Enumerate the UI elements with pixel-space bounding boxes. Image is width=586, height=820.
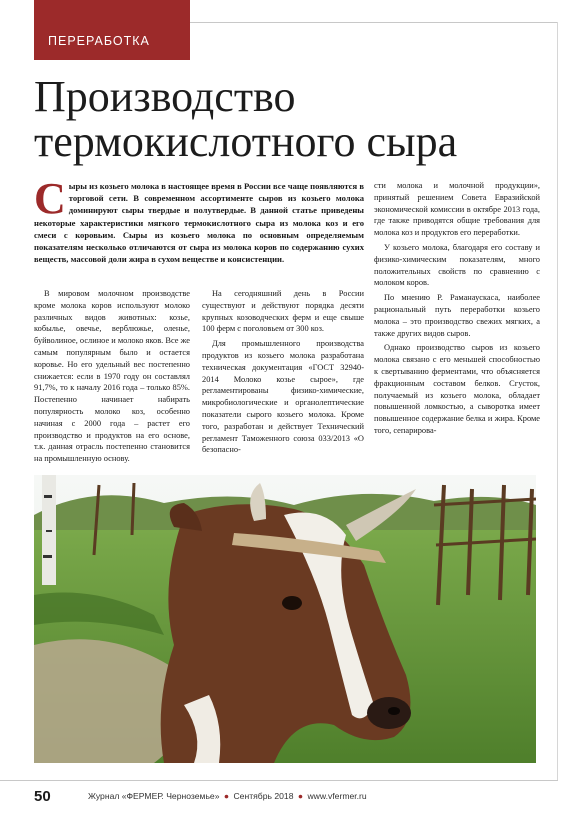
drop-cap: С <box>34 174 66 223</box>
page-number: 50 <box>34 788 51 805</box>
lead-text: ыры из козьего молока в настоящее время в России все чаще появляются в торговой сети. В современном ассортименте сыров из козьего молока доминируют сыры твердые и полутвердые. В данной статье приведены некоторые характеристики мягкого термокислотного сыра из молока коз и его смеси с коровьим. Сыры из козьего молока по основным определяемым показателям несколько отличаются от сыра из молока коров по содержанию сухих веществ, массовой доли жира в сухом веществе и консистенции. <box>34 181 364 265</box>
body-paragraph: У козьего молока, благодаря его составу и физико-химическим показателям, много положительных свойств по сравнению с молоком коров. <box>374 242 540 288</box>
bullet-separator: ● <box>297 791 304 801</box>
body-paragraph: На сегодняшний день в России существуют и действуют порядка десяти крупных козоводческих ферм и еще свыше 100 ферм с поголовьем от 300 коз. <box>202 289 364 334</box>
body-paragraph: По мнению Р. Раманаускаса, наиболее рациональный путь переработки козьего молока – это производство свежих мягких, а также других видов сыров. <box>374 293 540 338</box>
body-paragraph: Однако производство сыров из козьего молока связано с его меньшей способностью к свертыванию ферментами, что объясняется фракционным составом белков. Сгусток, получаемый из козьего молока, обладает повышенной ломкостью, а сыворотка имеет повышенное содержание белка и жира. Кроме того, сепарирова- <box>374 343 540 435</box>
cow-photo <box>34 475 536 763</box>
website-link[interactable]: www.vfermer.ru <box>307 791 367 801</box>
lead-paragraph <box>34 174 364 265</box>
body-paragraph: Для промышленного производства продуктов из козьего молока разработана техническая документация «ГОСТ 32940-2014 Молоко козье сырое», где регламентированы физико-химические, микробиологические и органолептические показатели сырого козьего молока. Кроме того, разработан и действует Технический регламент Таможенного союза 033/2013 «О безопасно- <box>202 339 364 455</box>
text-column-3 <box>374 180 540 440</box>
footer-line <box>88 791 367 801</box>
footer-rule <box>0 780 558 781</box>
body-paragraph: В мировом молочном производстве кроме молока коров используют молоко различных видов животных: козье, кобылье, овечье, верблюжье, оленье, буйволиное, ослиное и молоко яков. Все же самым популярным было и остается коровье. Но его удельный вес постепенно снижается: если в 1970 году он составлял 91,7%, то к началу 2016 года – только 85%. Постепенно начинает набирать популярность молоко коз, особенно начиная с 2000 года – растет его производство и продуктов на его основе, т.к. данная отрасль постепенно становится на промышленную основу. <box>34 289 190 464</box>
cow <box>161 483 416 763</box>
journal-name: Журнал «ФЕРМЕР. Черноземье» <box>88 791 220 801</box>
article-title: Производство термокислотного сыра <box>34 72 458 166</box>
issue-date: Сентябрь 2018 <box>233 791 294 801</box>
section-label: ПЕРЕРАБОТКА <box>48 34 150 48</box>
birch-tree <box>42 475 56 585</box>
body-paragraph-continued: сти молока и молочной продукции», принятый решением Совета Евразийской экономической комиссии в октябре 2013 года, где также приводятся общие требования для молока коз и продуктов его переработки. <box>374 181 540 238</box>
text-column-1 <box>34 288 190 468</box>
bullet-separator: ● <box>223 791 230 801</box>
top-rule <box>190 22 558 23</box>
section-tab <box>34 0 190 60</box>
text-column-2 <box>202 288 364 459</box>
right-rule <box>557 22 558 780</box>
